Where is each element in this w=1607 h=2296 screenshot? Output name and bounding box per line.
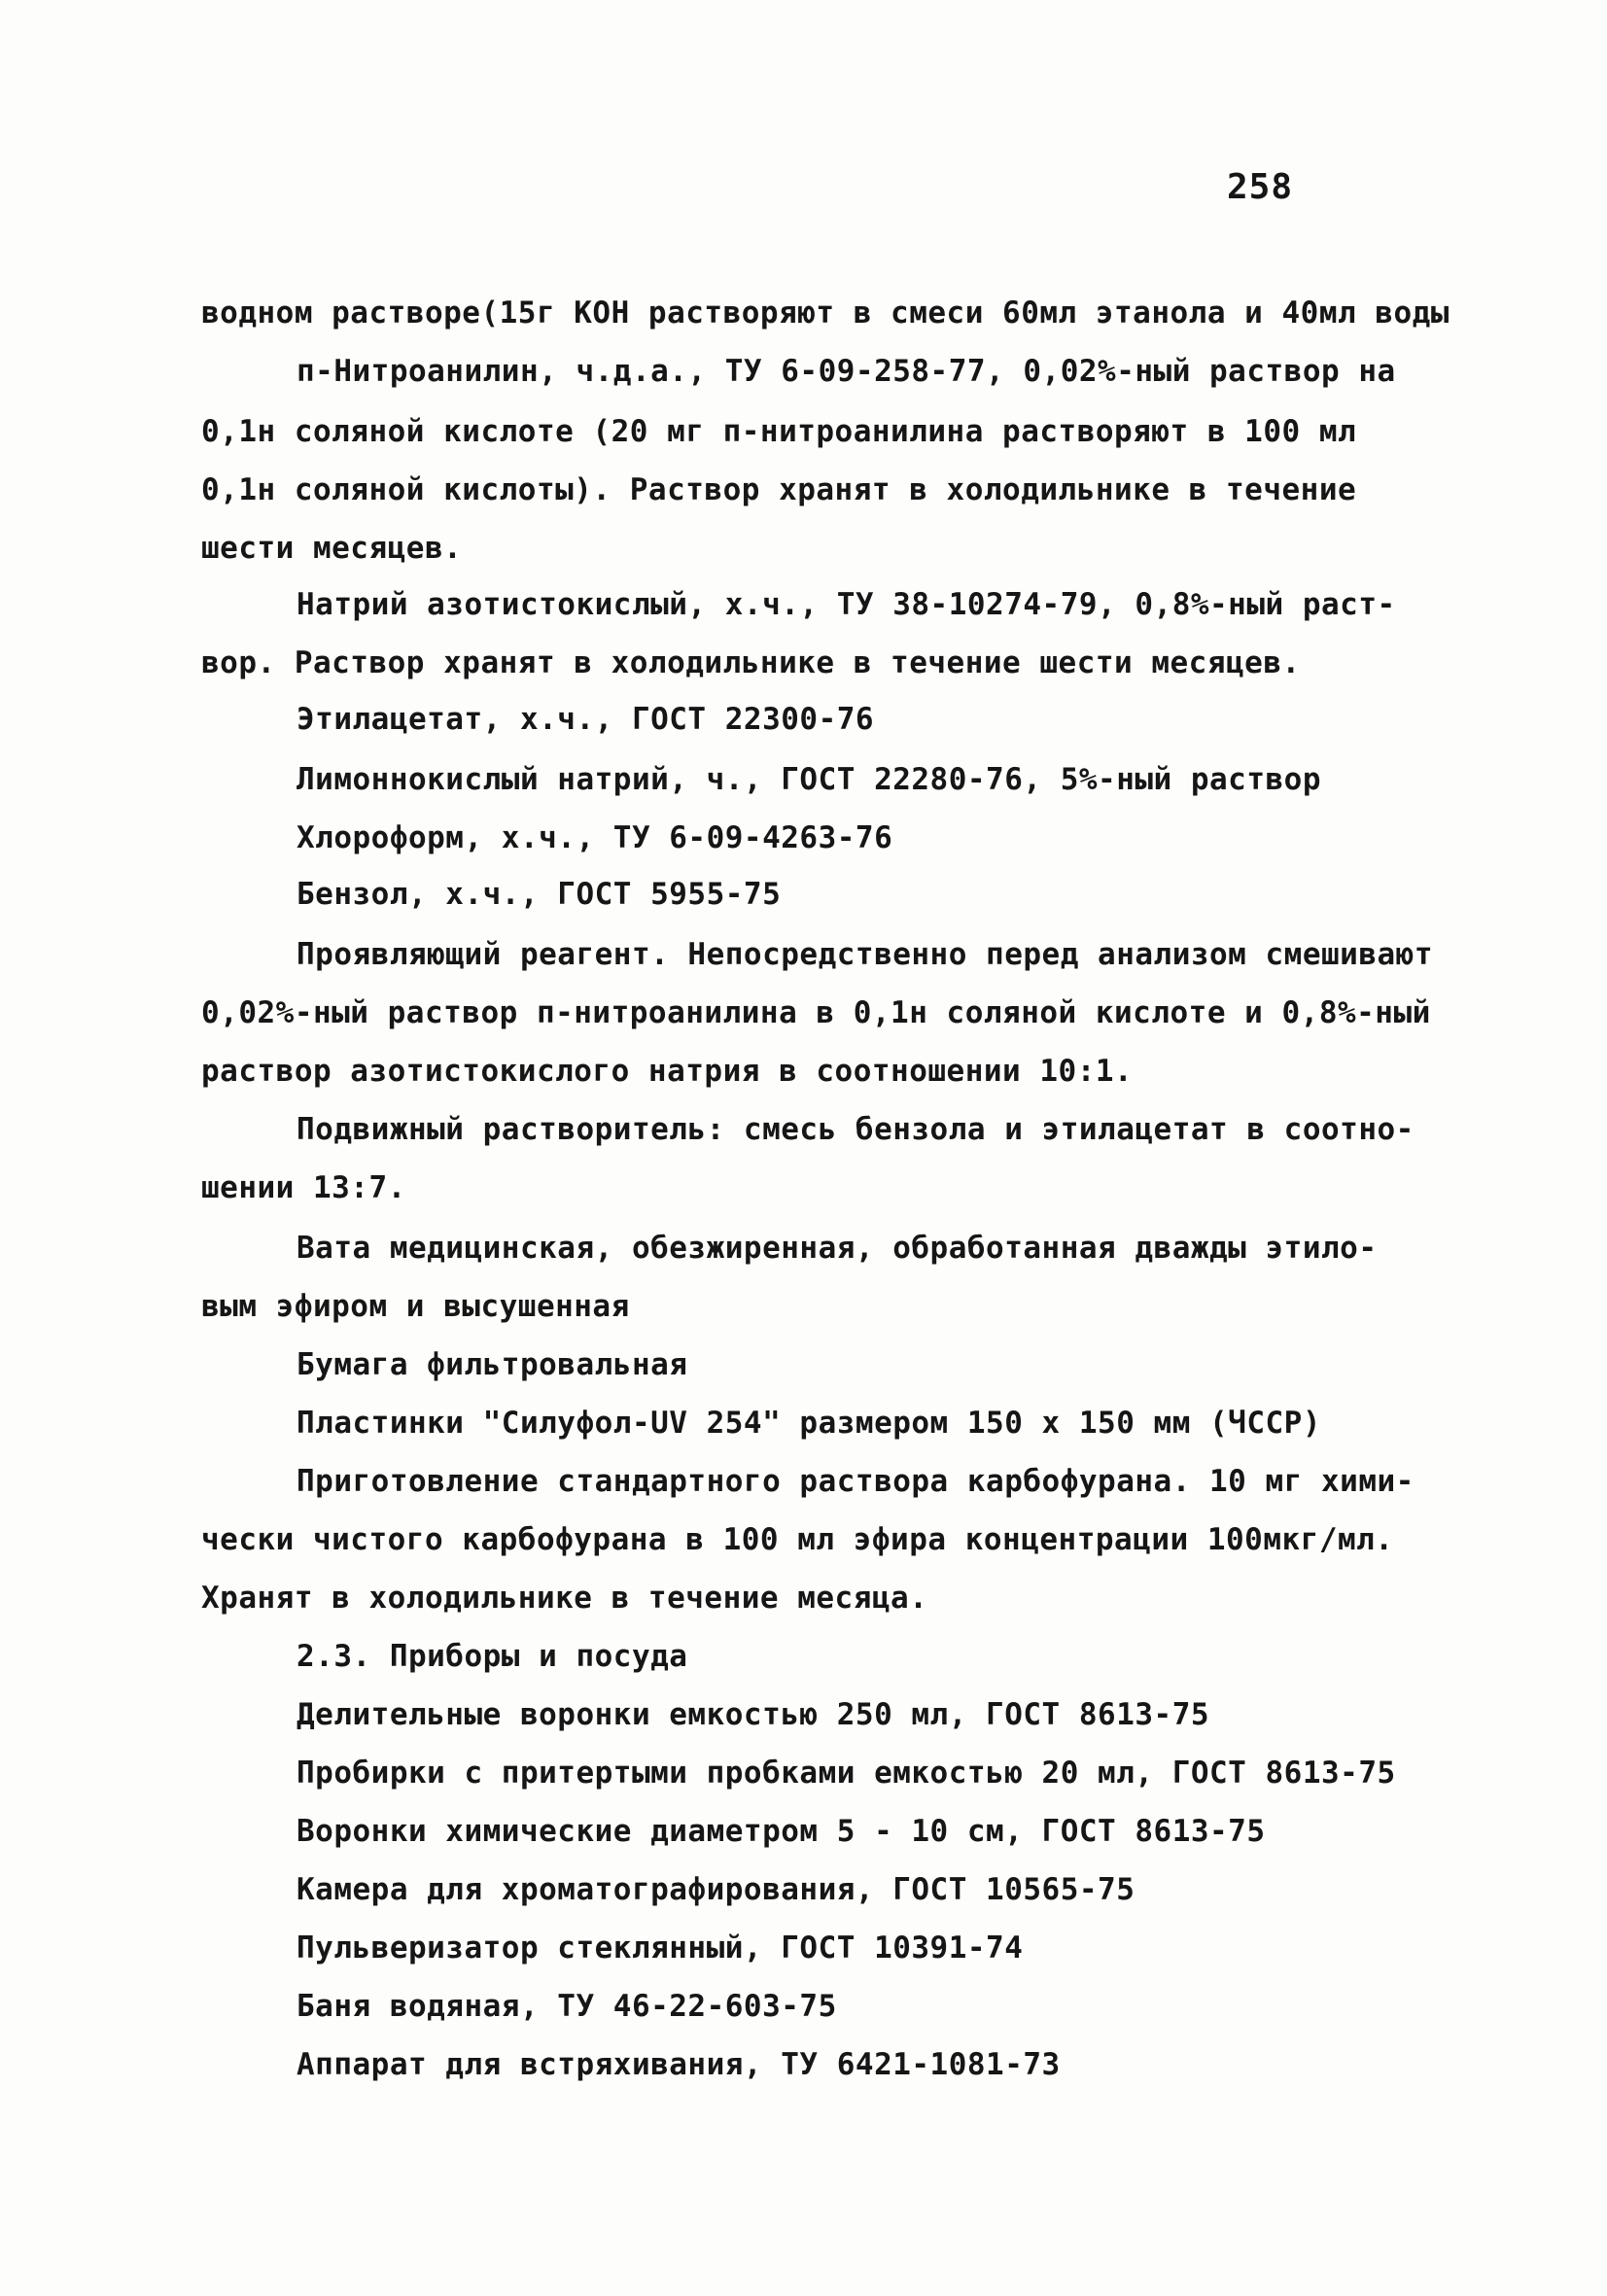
text-line: Приготовление стандартного раствора карбофурана. 10 мг хими- [297, 1464, 1415, 1499]
text-line: вым эфиром и высушенная [201, 1289, 630, 1324]
text-line: чески чистого карбофурана в 100 мл эфира концентрации 100мкг/мл. [201, 1522, 1394, 1557]
text-line: п-Нитроанилин, ч.д.а., ТУ 6-09-258-77, 0,02%-ный раствор на [297, 354, 1396, 389]
text-line: Бензол, х.ч., ГОСТ 5955-75 [297, 877, 782, 912]
text-line: Пластинки "Силуфол-UV 254" размером 150 х 150 мм (ЧССР) [297, 1406, 1321, 1441]
text-line: шении 13:7. [201, 1170, 406, 1205]
text-line: 0,1н соляной кислоте (20 мг п-нитроанилина растворяют в 100 мл [201, 414, 1357, 449]
text-line: Камера для хроматографирования, ГОСТ 10565-75 [297, 1872, 1135, 1907]
text-line: Воронки химические диаметром 5 - 10 см, ГОСТ 8613-75 [297, 1814, 1266, 1849]
text-line: Баня водяная, ТУ 46-22-603-75 [297, 1989, 837, 2024]
text-line: Делительные воронки емкостью 250 мл, ГОСТ 8613-75 [297, 1697, 1210, 1732]
text-line: Подвижный растворитель: смесь бензола и этилацетат в соотно- [297, 1112, 1415, 1147]
text-line: Натрий азотистокислый, х.ч., ТУ 38-10274-79, 0,8%-ный раст- [297, 587, 1396, 622]
text-line: Лимоннокислый натрий, ч., ГОСТ 22280-76, 5%-ный раствор [297, 762, 1321, 797]
text-line: Пробирки с притертыми пробками емкостью 20 мл, ГОСТ 8613-75 [297, 1756, 1396, 1791]
text-line: Этилацетат, х.ч., ГОСТ 22300-76 [297, 702, 875, 737]
text-line: Бумага фильтровальная [297, 1347, 688, 1382]
text-line: Пульверизатор стеклянный, ГОСТ 10391-74 [297, 1931, 1024, 1966]
text-line: Хранят в холодильнике в течение месяца. [201, 1581, 928, 1616]
text-line: шести месяцев. [201, 531, 463, 566]
text-line: 0,02%-ный раствор п-нитроанилина в 0,1н соляной кислоте и 0,8%-ный [201, 995, 1431, 1030]
text-line: 0,1н соляной кислоты). Раствор хранят в холодильнике в течение [201, 472, 1357, 507]
page-number: 258 [1227, 167, 1294, 207]
text-line: Вата медицинская, обезжиренная, обработанная дважды этило- [297, 1231, 1378, 1266]
text-line: Хлороформ, х.ч., ТУ 6-09-4263-76 [297, 820, 893, 855]
section-heading: 2.3. Приборы и посуда [297, 1639, 688, 1674]
text-line: водном растворе(15г КОН растворяют в смеси 60мл этанола и 40мл воды [201, 296, 1450, 330]
text-line: вор. Раствор хранят в холодильнике в течение шести месяцев. [201, 645, 1301, 680]
text-line: раствор азотистокислого натрия в соотношении 10:1. [201, 1054, 1134, 1089]
text-line: Аппарат для встряхивания, ТУ 6421-1081-73 [297, 2047, 1061, 2082]
text-line: Проявляющий реагент. Непосредственно перед анализом смешивают [297, 937, 1433, 972]
